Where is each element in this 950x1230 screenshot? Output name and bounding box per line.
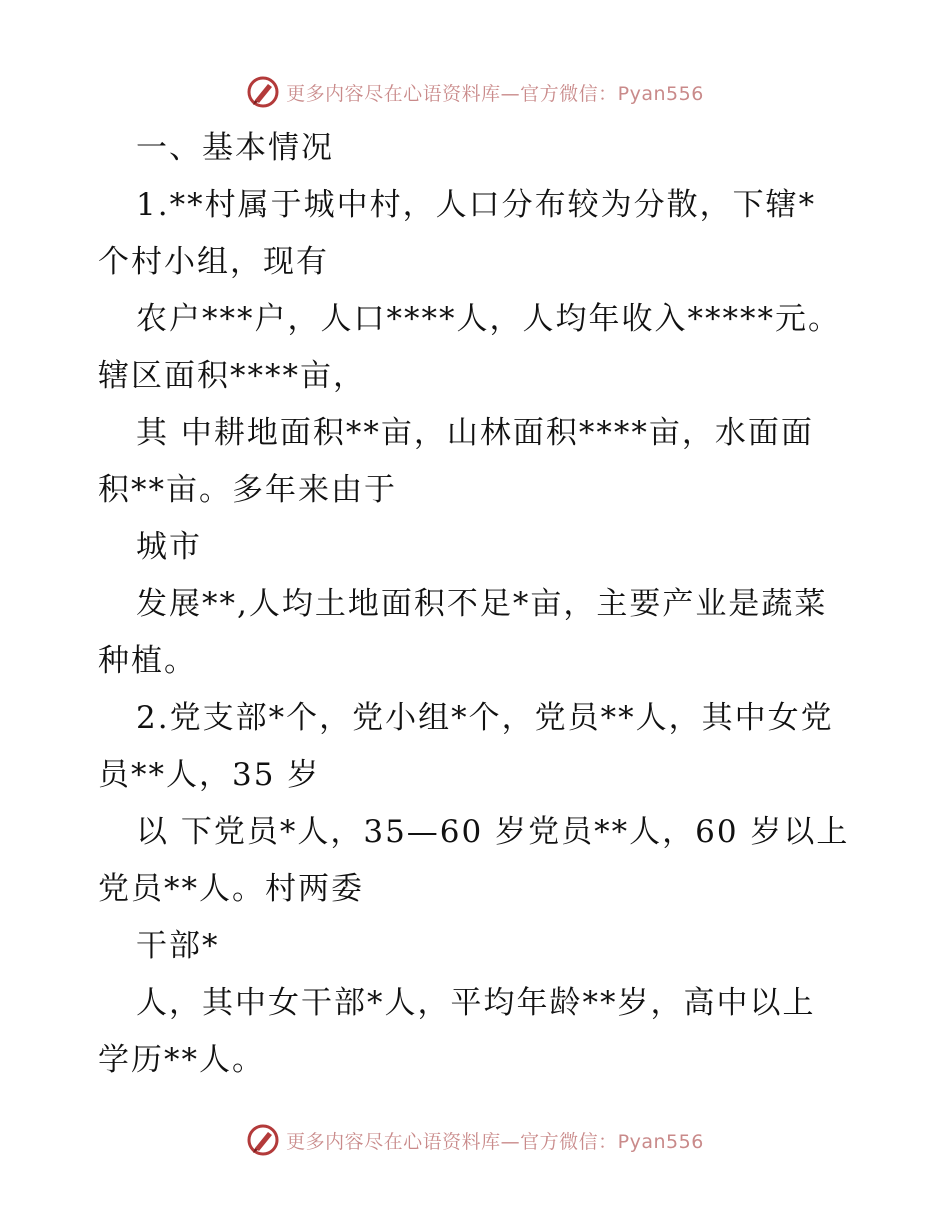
watermark-text: 更多内容尽在心语资料库—官方微信：Pyan556: [286, 1130, 704, 1153]
watermark-text: 更多内容尽在心语资料库—官方微信：Pyan556: [286, 82, 704, 105]
text-line: 积**亩。多年来由于: [98, 472, 397, 508]
text-line: 城市: [136, 529, 202, 565]
text-line: 农户***户，人口****人，人均年收入*****元。: [136, 301, 841, 337]
text-line: 辖区面积****亩，: [98, 358, 366, 394]
pen-logo-icon: [246, 75, 280, 109]
document-body: [98, 120, 858, 1089]
text-line: 一、基本情况: [136, 130, 334, 166]
text-line: 个村小组，现有: [98, 244, 329, 280]
text-line: 以 下党员*人，35—60 岁党员**人，60 岁以上: [136, 814, 850, 850]
text-line: 党员**人。村两委: [98, 871, 364, 907]
text-line: 干部*: [136, 928, 220, 964]
text-line: 1.**村属于城中村，人口分布较为分散，下辖*: [136, 187, 817, 223]
text-line: 人，其中女干部*人，平均年龄**岁，高中以上: [136, 985, 816, 1021]
header-watermark: [0, 72, 950, 112]
text-line: 种植。: [98, 643, 197, 679]
text-line: 员**人，35 岁: [98, 757, 321, 793]
text-line: 其 中耕地面积**亩，山林面积****亩，水面面: [136, 415, 814, 451]
footer-watermark: [0, 1120, 950, 1160]
pen-logo-icon: [246, 1123, 280, 1157]
text-line: 2.党支部*个，党小组*个，党员**人，其中女党: [136, 700, 834, 736]
text-line: 发展**,人均土地面积不足*亩，主要产业是蔬菜: [136, 586, 828, 622]
text-line: 学历**人。: [98, 1042, 265, 1078]
